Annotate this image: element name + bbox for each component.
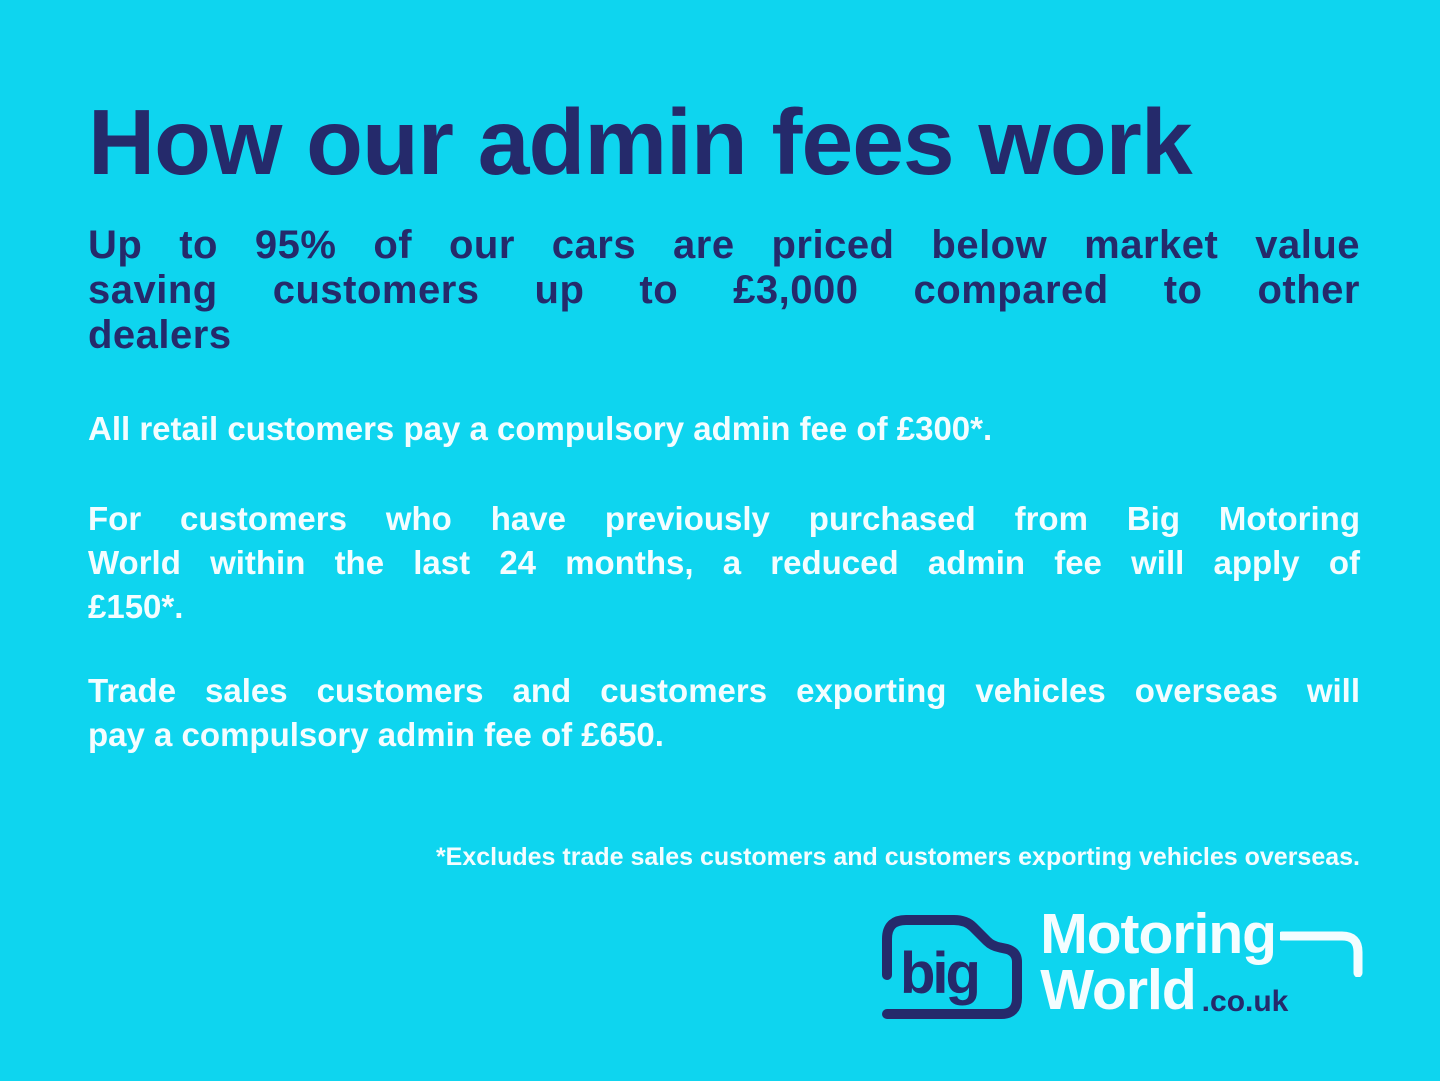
logo-row-motoring	[1040, 902, 1366, 967]
paragraph-line: For customers who have previously purchased from Big Motoring	[88, 500, 1360, 538]
page-title: How our admin fees work	[88, 90, 1192, 194]
logo-motoring-label: Motoring	[1040, 902, 1276, 967]
subtitle-line: Up to 95% of our cars are priced below market value	[88, 223, 1360, 267]
paragraph-line: pay a compulsory admin fee of £650.	[88, 715, 664, 753]
paragraph-line: Trade sales customers and customers exporting vehicles overseas will	[88, 671, 1360, 709]
paragraph-repeat-customer-fee	[88, 497, 1360, 629]
subtitle-line: saving customers up to £3,000 compared to other	[88, 267, 1360, 312]
paragraph-retail-fee	[88, 407, 1360, 451]
logo-domain-label: .co.uk	[1201, 985, 1289, 1018]
logo-world-label: World	[1040, 958, 1196, 1023]
big-motoring-world-logo	[876, 902, 1366, 1025]
car-outline-icon	[876, 909, 1026, 1025]
footnote-disclaimer: *Excludes trade sales customers and customers exporting vehicles overseas.	[435, 842, 1360, 871]
paragraph-line: £150*.	[88, 588, 184, 626]
paragraph-line: World within the last 24 months, a reduced admin fee will apply of	[88, 544, 1360, 582]
subtitle	[88, 223, 1360, 357]
logo-big-label: big	[900, 941, 979, 1006]
subtitle-line: dealers	[88, 312, 232, 357]
logo-row-world	[1040, 958, 1366, 1023]
paragraph-line: All retail customers pay a compulsory admin fee of £300*.	[88, 410, 993, 448]
paragraph-trade-export-fee	[88, 669, 1360, 757]
logo-wordmark	[1040, 902, 1366, 1025]
